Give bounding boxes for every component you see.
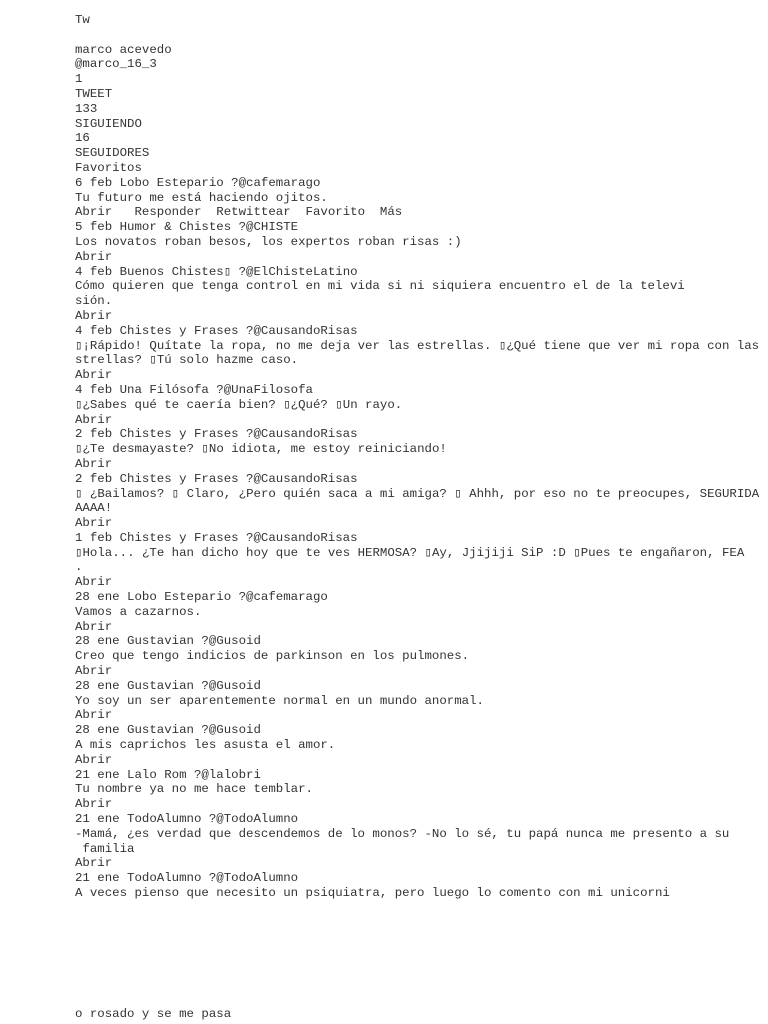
open-link[interactable]: Abrir	[75, 516, 113, 531]
open-link[interactable]: Abrir	[75, 664, 113, 679]
retweet-button[interactable]: Retwittear	[216, 205, 291, 220]
tweet-header[interactable]: 4 feb Buenos Chistes▯ ?@ElChisteLatino	[75, 264, 358, 279]
tweet-item	[75, 768, 765, 812]
tweet-text: ▯¡Rápido! Quítate la ropa, no me deja ver las estrellas. ▯¿Qué tiene que ver mi ropa con las strellas? ▯Tú solo hazme caso.	[75, 338, 760, 368]
reply-button[interactable]: Responder	[134, 205, 202, 220]
tweet-item	[75, 590, 765, 634]
tweet-text: ▯¿Sabes qué te caería bien? ▯¿Qué? ▯Un rayo.	[75, 397, 403, 412]
following-label[interactable]: SIGUIENDO	[75, 116, 142, 131]
tweet-actions	[75, 413, 765, 428]
tweet-item	[75, 812, 765, 871]
tweet-item	[75, 383, 765, 427]
tweet-item	[75, 723, 765, 767]
open-link[interactable]: Abrir	[75, 619, 113, 634]
tweet-text: ▯Hola... ¿Te han dicho hoy que te ves HERMOSA? ▯Ay, Jjijiji SiP :D ▯Pues te engañaron, FEA .	[75, 545, 745, 575]
tweet-header[interactable]: 5 feb Humor & Chistes ?@CHISTE	[75, 220, 299, 235]
spacer	[75, 28, 765, 43]
open-link[interactable]: Abrir	[75, 856, 113, 871]
separator	[291, 205, 306, 219]
tweet-actions	[75, 708, 765, 723]
tweet-header[interactable]: 28 ene Gustavian ?@Gusoid	[75, 678, 261, 693]
tweet-text: Los novatos roban besos, los expertos roban risas :)	[75, 234, 462, 249]
tweets-count[interactable]: 1	[75, 72, 83, 87]
tweet-header[interactable]: 6 feb Lobo Estepario ?@cafemarago	[75, 175, 321, 190]
tweet-actions	[75, 457, 765, 472]
tweet-item	[75, 220, 765, 264]
tweet-text: Vamos a cazarnos.	[75, 604, 202, 619]
tweet-text: Tu nombre ya no me hace temblar.	[75, 782, 313, 797]
tweet-actions	[75, 575, 765, 590]
tweet-item	[75, 679, 765, 723]
tweet-text-continuation: o rosado y se me pasa	[75, 1007, 232, 1021]
followers-label[interactable]: SEGUIDORES	[75, 146, 150, 161]
tweet-header[interactable]: 2 feb Chistes y Frases ?@CausandoRisas	[75, 427, 358, 442]
profile-name[interactable]: marco acevedo	[75, 42, 172, 57]
tweet-item	[75, 531, 765, 590]
tweet-actions	[75, 309, 765, 324]
tweet-actions	[75, 250, 765, 265]
tweet-text: Tu futuro me está haciendo ojitos.	[75, 190, 328, 205]
separator	[365, 205, 380, 219]
tweet-text: Creo que tengo indicios de parkinson en los pulmones.	[75, 649, 470, 664]
open-link[interactable]: Abrir	[75, 575, 113, 590]
tweet-item	[75, 871, 765, 901]
tweet-text: Cómo quieren que tenga control en mi vida si ni siquiera encuentro el de la televi sión.	[75, 279, 685, 309]
open-link[interactable]: Abrir	[75, 797, 113, 812]
tweet-actions	[75, 368, 765, 383]
tweet-text: ▯¿Te desmayaste? ▯No idiota, me estoy reiniciando!	[75, 442, 447, 457]
section-title: Favoritos	[75, 160, 142, 175]
tweet-item	[75, 634, 765, 678]
open-link[interactable]: Abrir	[75, 412, 113, 427]
more-button[interactable]: Más	[379, 205, 403, 220]
tweet-text: ▯ ¿Bailamos? ▯ Claro, ¿Pero quién saca a mi amiga? ▯ Ahhh, por eso no te preocupes, SEGURIDA AAAA!	[75, 486, 760, 516]
tweet-actions	[75, 205, 765, 220]
app-title: Tw	[75, 13, 90, 27]
open-link[interactable]: Abrir	[75, 205, 113, 220]
following-count[interactable]: 133	[75, 101, 98, 116]
open-link[interactable]: Abrir	[75, 249, 113, 264]
tweet-item	[75, 176, 765, 220]
separator	[201, 205, 216, 219]
tweet-actions	[75, 664, 765, 679]
tweet-actions	[75, 753, 765, 768]
open-link[interactable]: Abrir	[75, 368, 113, 383]
tweet-actions	[75, 856, 765, 871]
open-link[interactable]: Abrir	[75, 708, 113, 723]
tweet-item	[75, 472, 765, 531]
tweet-text: Yo soy un ser aparentemente normal en un mundo anormal.	[75, 693, 484, 708]
favorite-button[interactable]: Favorito	[305, 205, 366, 220]
tweet-header[interactable]: 4 feb Una Filósofa ?@UnaFilosofa	[75, 382, 313, 397]
tweet-item	[75, 265, 765, 324]
tweet-header[interactable]: 4 feb Chistes y Frases ?@CausandoRisas	[75, 323, 358, 338]
tweet-text: A veces pienso que necesito un psiquiatra, pero luego lo comento con mi unicorni	[75, 886, 670, 901]
followers-count[interactable]: 16	[75, 131, 90, 146]
page-content	[75, 13, 765, 901]
tweet-header[interactable]: 2 feb Chistes y Frases ?@CausandoRisas	[75, 471, 358, 486]
open-link[interactable]: Abrir	[75, 308, 113, 323]
tweet-header[interactable]: 1 feb Chistes y Frases ?@CausandoRisas	[75, 530, 358, 545]
tweet-item	[75, 427, 765, 471]
tweet-text: A mis caprichos les asusta el amor.	[75, 738, 336, 753]
tweet-header[interactable]: 21 ene TodoAlumno ?@TodoAlumno	[75, 871, 299, 886]
tweet-header[interactable]: 28 ene Gustavian ?@Gusoid	[75, 723, 261, 738]
open-link[interactable]: Abrir	[75, 456, 113, 471]
open-link[interactable]: Abrir	[75, 752, 113, 767]
tweet-header[interactable]: 21 ene TodoAlumno ?@TodoAlumno	[75, 812, 299, 827]
tweet-header[interactable]: 21 ene Lalo Rom ?@lalobri	[75, 767, 261, 782]
tweet-actions	[75, 620, 765, 635]
tweet-actions	[75, 797, 765, 812]
tweet-actions	[75, 516, 765, 531]
tweet-header[interactable]: 28 ene Lobo Estepario ?@cafemarago	[75, 590, 328, 605]
tweet-list	[75, 176, 765, 901]
profile-handle[interactable]: @marco_16_3	[75, 57, 157, 72]
tweet-item	[75, 324, 765, 383]
tweet-header[interactable]: 28 ene Gustavian ?@Gusoid	[75, 634, 261, 649]
tweet-text: -Mamá, ¿es verdad que descendemos de lo monos? -No lo sé, tu papá nunca me presento a su familia	[75, 826, 730, 856]
tweets-label[interactable]: TWEET	[75, 86, 113, 101]
separator	[112, 205, 134, 219]
